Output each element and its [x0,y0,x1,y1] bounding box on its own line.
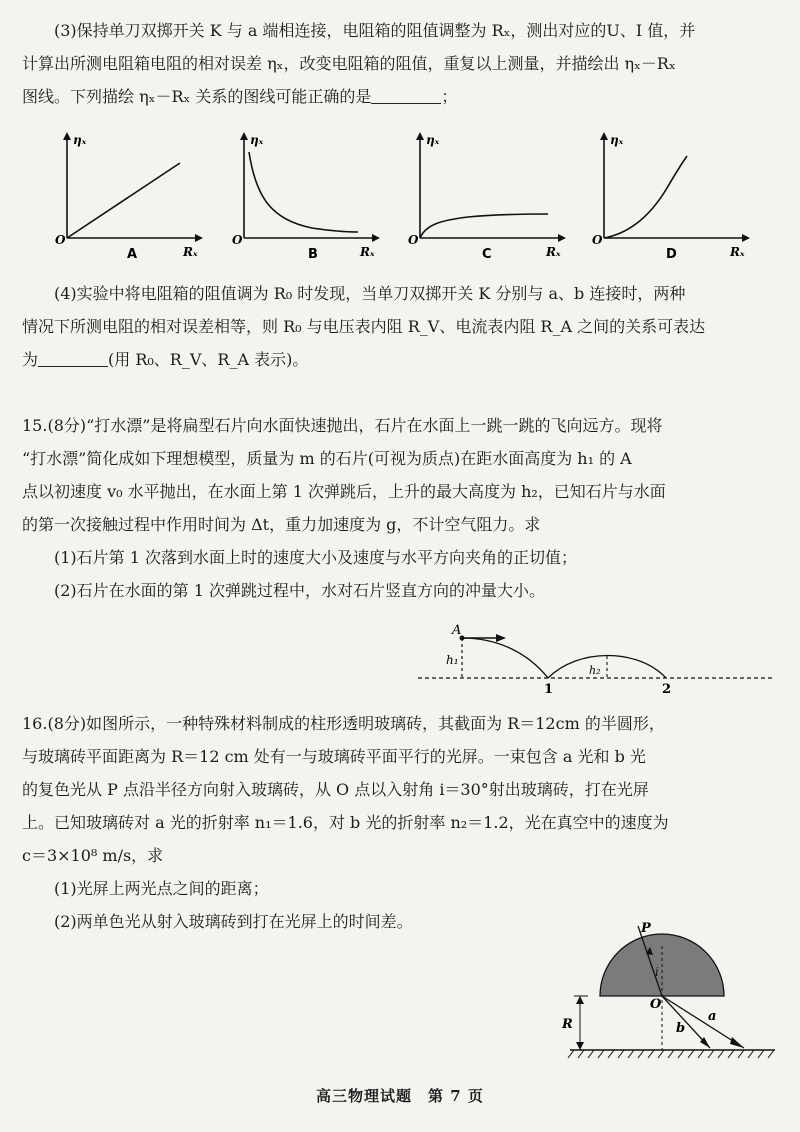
page-footer: 高三物理试题 第 7 页 [316,1087,484,1105]
graph-b-y-label: ηₓ [250,133,264,147]
q14-part3-line1: (3)保持单刀双掷开关 K 与 a 端相连接，电阻箱的阻值调整为 Rₓ，测出对应的U、I 值，并 [54,21,696,40]
q15-line2: “打水漂”简化成如下理想模型，质量为 m 的石片(可视为质点)在距水面高度为 h₁ 的 A [22,449,632,468]
q14-part4-line2: 情况下所测电阻的相对误差相等，则 R₀ 与电压表内阻 R_V、电流表内阻 R_A 之间的关系可表达 [22,317,706,336]
graph-a-y-label: ηₓ [73,133,87,147]
screen-hatching [568,1050,774,1058]
q16-line4: 上。已知玻璃砖对 a 光的折射率 n₁＝1.6，对 b 光的折射率 n₂＝1.2，光在真空中的速度为 [22,813,669,832]
q14-part3-line3: 图线。下列描绘 ηₓ－Rₓ 关系的图线可能正确的是 ； [22,87,458,106]
graph-c-curve [420,214,548,238]
graph-b-curve [249,152,358,232]
r-label: R [562,1017,573,1032]
angle-i-label: i [655,965,659,979]
point-o-label: O [650,997,662,1012]
q15-sub2: (2)石片在水面的第 1 次弹跳过程中，水对石片竖直方向的冲量大小。 [54,581,546,600]
graph-a [55,128,205,263]
h2-label: h₂ [589,664,601,677]
graph-c-y-label: ηₓ [426,133,440,147]
graph-c-label: C [482,247,492,262]
graph-d-y-label: ηₓ [610,133,624,147]
q16-line1: 16.(8分)如图所示，一种特殊材料制成的柱形透明玻璃砖，其截面为 R＝12cm 的半圆形， [22,714,665,733]
graph-b-origin: O [232,233,243,247]
graph-a-x-label: Rₓ [183,245,198,259]
h1-label: h₁ [446,653,459,667]
graph-b [232,128,382,263]
q14-part3-line2: 计算出所测电阻箱电阻的相对误差 ηₓ，改变电阻箱的阻值，重复以上测量，并描绘出 ηₓ－Rₓ [22,54,676,73]
q15-figure [418,618,778,698]
graph-a-label: A [127,247,138,262]
answer-blank [371,87,441,104]
graph-b-x-label: Rₓ [360,245,375,259]
graph-a-origin: O [55,233,66,247]
graph-c-x-label: Rₓ [546,245,561,259]
q16-figure [560,918,780,1063]
graph-c [408,128,568,263]
q16-line3: 的复色光从 P 点沿半径方向射入玻璃砖，从 O 点以入射角 i＝30°射出玻璃砖，打在光屏 [22,780,649,799]
first-trajectory [462,638,548,678]
point-p-label: P [641,921,651,936]
q16-line5: c＝3×10⁸ m/s，求 [22,846,164,865]
point-a-label: A [452,623,462,638]
mark-1: 1 [544,682,554,697]
q15-line4: 的第一次接触过程中作用时间为 Δt，重力加速度为 g，不计空气阻力。求 [22,515,541,534]
graph-d-label: D [666,247,677,262]
q16-line2: 与玻璃砖平面距离为 R＝12 cm 处有一与玻璃砖平面平行的光屏。一束包含 a 光和 b 光 [22,747,646,766]
graph-d-x-label: Rₓ [730,245,745,259]
q15-sub1: (1)石片第 1 次落到水面上时的速度大小及速度与水平方向夹角的正切值； [54,548,578,567]
graph-d-curve [604,156,687,238]
q15-line1: 15.(8分)“打水漂”是将扁型石片向水面快速抛出，石片在水面上一跳一跳的飞向远方。现将 [22,416,663,435]
ray-a-label: a [708,1009,717,1024]
graph-c-origin: O [408,233,419,247]
q14-part4-line3: 为 (用 R₀、R_V、R_A 表示)。 [22,350,309,369]
graph-d-origin: O [592,233,603,247]
q15-line3: 点以初速度 v₀ 水平抛出，在水面上第 1 次弹跳后，上升的最大高度为 h₂，已知石片与水面 [22,482,666,501]
q16-sub2: (2)两单色光从射入玻璃砖到打在光屏上的时间差。 [54,912,413,931]
ray-b-label: b [676,1021,686,1036]
graph-b-label: B [308,247,318,262]
q16-sub1: (1)光屏上两光点之间的距离； [54,879,269,898]
q14-part4-line1: (4)实验中将电阻箱的阻值调为 R₀ 时发现，当单刀双掷开关 K 分别与 a、b 连接时，两种 [54,284,686,303]
answer-blank [38,350,108,367]
graph-d [592,128,752,263]
mark-2: 2 [662,682,672,697]
graph-a-curve [67,163,180,238]
